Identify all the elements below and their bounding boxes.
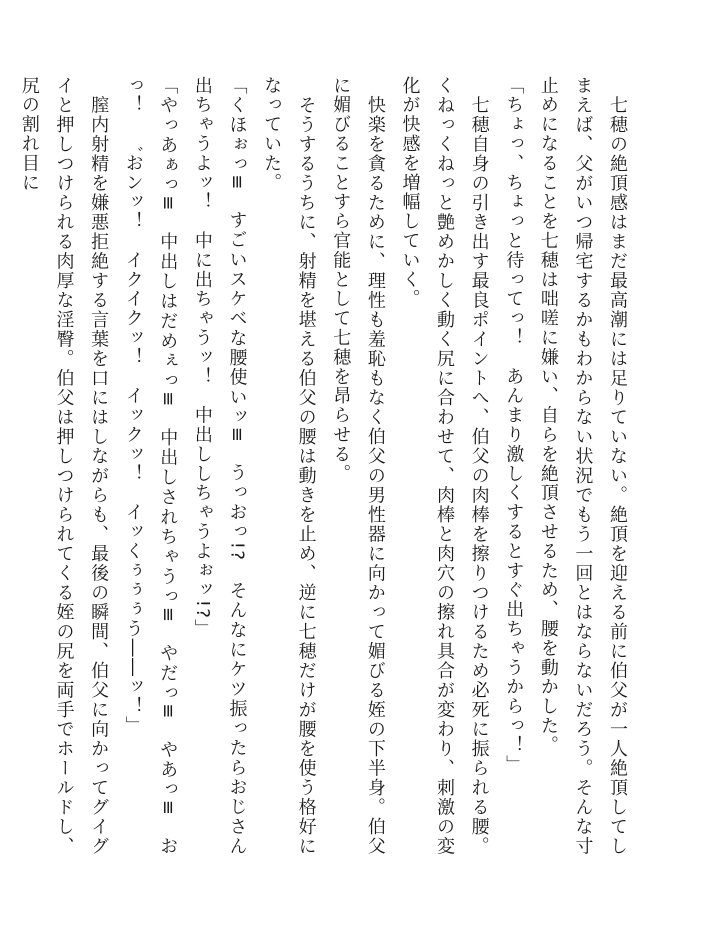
dialogue-line: 「ちょっ、ちょっと待ってっ！ あんまり激しくするとすぐ出ちゃうからっ！」	[503, 76, 525, 775]
paragraph: 七穂自身の引き出す最良ポイントへ、伯父の肉棒を擦りつけるため必死に振られる腰。くねっくねっと艶めかしく動く尻に合わせて、肉棒と肉穴の擦れ具合が変わり、刺激の変化が快感を増幅していく。	[399, 76, 490, 856]
vertical-text-body	[18, 76, 634, 856]
dialogue-line: 「くほぉっ≡ すごいスケベな腰使いッ≡ うっおっ!? そんなにケツ振ったらおじさん出ちゃうよッ！ 中に出ちゃうッ！ 中出ししちゃうよぉッ!?」	[191, 76, 248, 856]
paragraph: 快楽を貪るために、理性も羞恥もなく伯父の男性器に向かって媚びる姪の下半身。伯父に媚びることすら官能として七穂を昂らせる。	[330, 76, 386, 856]
paragraph: そうするうちに、射精を堪える伯父の腰は動きを止め、逆に七穂だけが腰を使う格好になっていた。	[261, 76, 317, 856]
paragraph: 七穂の絶頂感はまだ最高潮には足りていない。絶頂を迎える前に伯父が一人絶頂してしまえば、父がいつ帰宅するかもわからない状況でもう一回とはならないだろう。そんな寸止めになることを七穂は咄嗟に嫌い、自らを絶頂させるため、腰を動かした。	[537, 76, 628, 856]
paragraph: 膣内射精を嫌悪拒絶する言葉を口にはしながらも、最後の瞬間、伯父に向かってグイグイと押しつけられる肉厚な淫臀。伯父は押しつけられてくる姪の尻を両手でホールドし、尻の割れ目に	[18, 76, 110, 856]
dialogue-line: 「やっあぁっ≡ 中出しはだめぇっ≡ 中出しされちゃうっ≡ やだっ≡ やあっ≡ おっ！ ゛おンッ！ イクイクッ！ イックッ！ イッくぅぅぅう――ッ！」	[122, 76, 179, 856]
